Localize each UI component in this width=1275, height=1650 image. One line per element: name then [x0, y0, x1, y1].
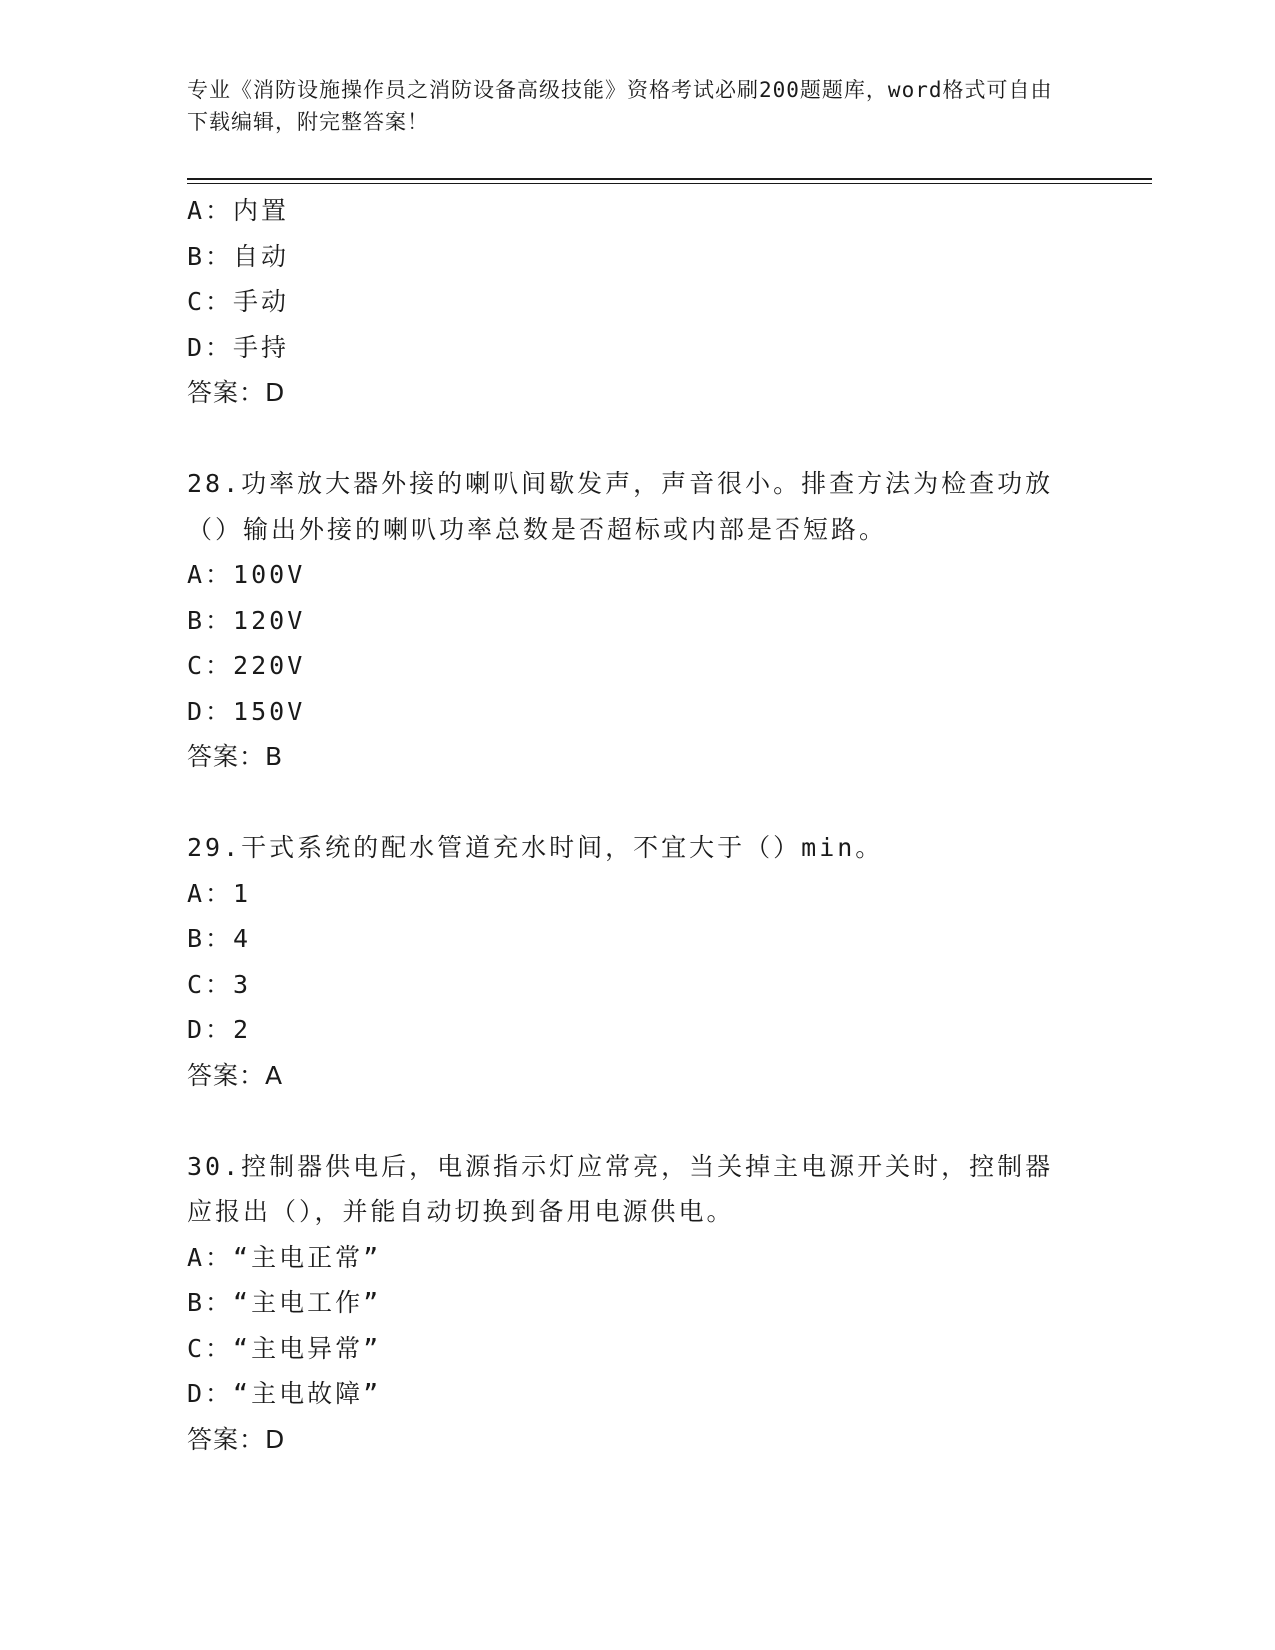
option-d: D：手持 — [187, 332, 290, 362]
question-block-28 — [187, 461, 1087, 780]
answer-line: 答案：B — [187, 742, 284, 771]
option-c: C：220V — [187, 651, 306, 680]
option-b: B：自动 — [187, 241, 290, 271]
option-a: A：100V — [187, 560, 306, 589]
header-rule-thick — [187, 178, 1152, 180]
option-c: C：3 — [187, 969, 252, 999]
option-c: C：“主电异常” — [187, 1333, 382, 1363]
question-stem: 30.控制器供电后，电源指示灯应常亮，当关掉主电源开关时，控制器应报出（），并能自动切换到备用电源供电。 — [187, 1151, 1054, 1226]
question-block-27 — [187, 188, 1087, 416]
answer-line: 答案：D — [187, 378, 286, 407]
answer-line: 答案：D — [187, 1424, 286, 1454]
option-b: B：120V — [187, 605, 306, 635]
option-a: A：“主电正常” — [187, 1242, 382, 1272]
option-d: D：150V — [187, 696, 306, 726]
option-a: A：1 — [187, 878, 252, 908]
document-header: 专业《消防设施操作员之消防设备高级技能》资格考试必刷200题题库，word格式可自由下载编辑，附完整答案！ — [187, 78, 1053, 134]
question-list — [187, 188, 1087, 1462]
option-d: D：2 — [187, 1015, 252, 1044]
question-block-30 — [187, 1144, 1087, 1463]
header-rule-thin — [187, 183, 1152, 184]
option-a: A：内置 — [187, 196, 290, 225]
block-spacer — [187, 416, 1087, 462]
question-stem: 29.干式系统的配水管道充水时间，不宜大于（）min。 — [187, 833, 884, 862]
option-c: C：手动 — [187, 287, 290, 316]
option-b: B：“主电工作” — [187, 1288, 382, 1317]
answer-line: 答案：A — [187, 1060, 284, 1090]
option-b: B：4 — [187, 924, 252, 953]
option-d: D：“主电故障” — [187, 1379, 382, 1408]
question-block-29 — [187, 825, 1087, 1098]
block-spacer — [187, 1098, 1087, 1144]
question-stem: 28.功率放大器外接的喇叭间歇发声，声音很小。排查方法为检查功放（）输出外接的喇叭功率总数是否超标或内部是否短路。 — [187, 469, 1054, 544]
block-spacer — [187, 780, 1087, 826]
